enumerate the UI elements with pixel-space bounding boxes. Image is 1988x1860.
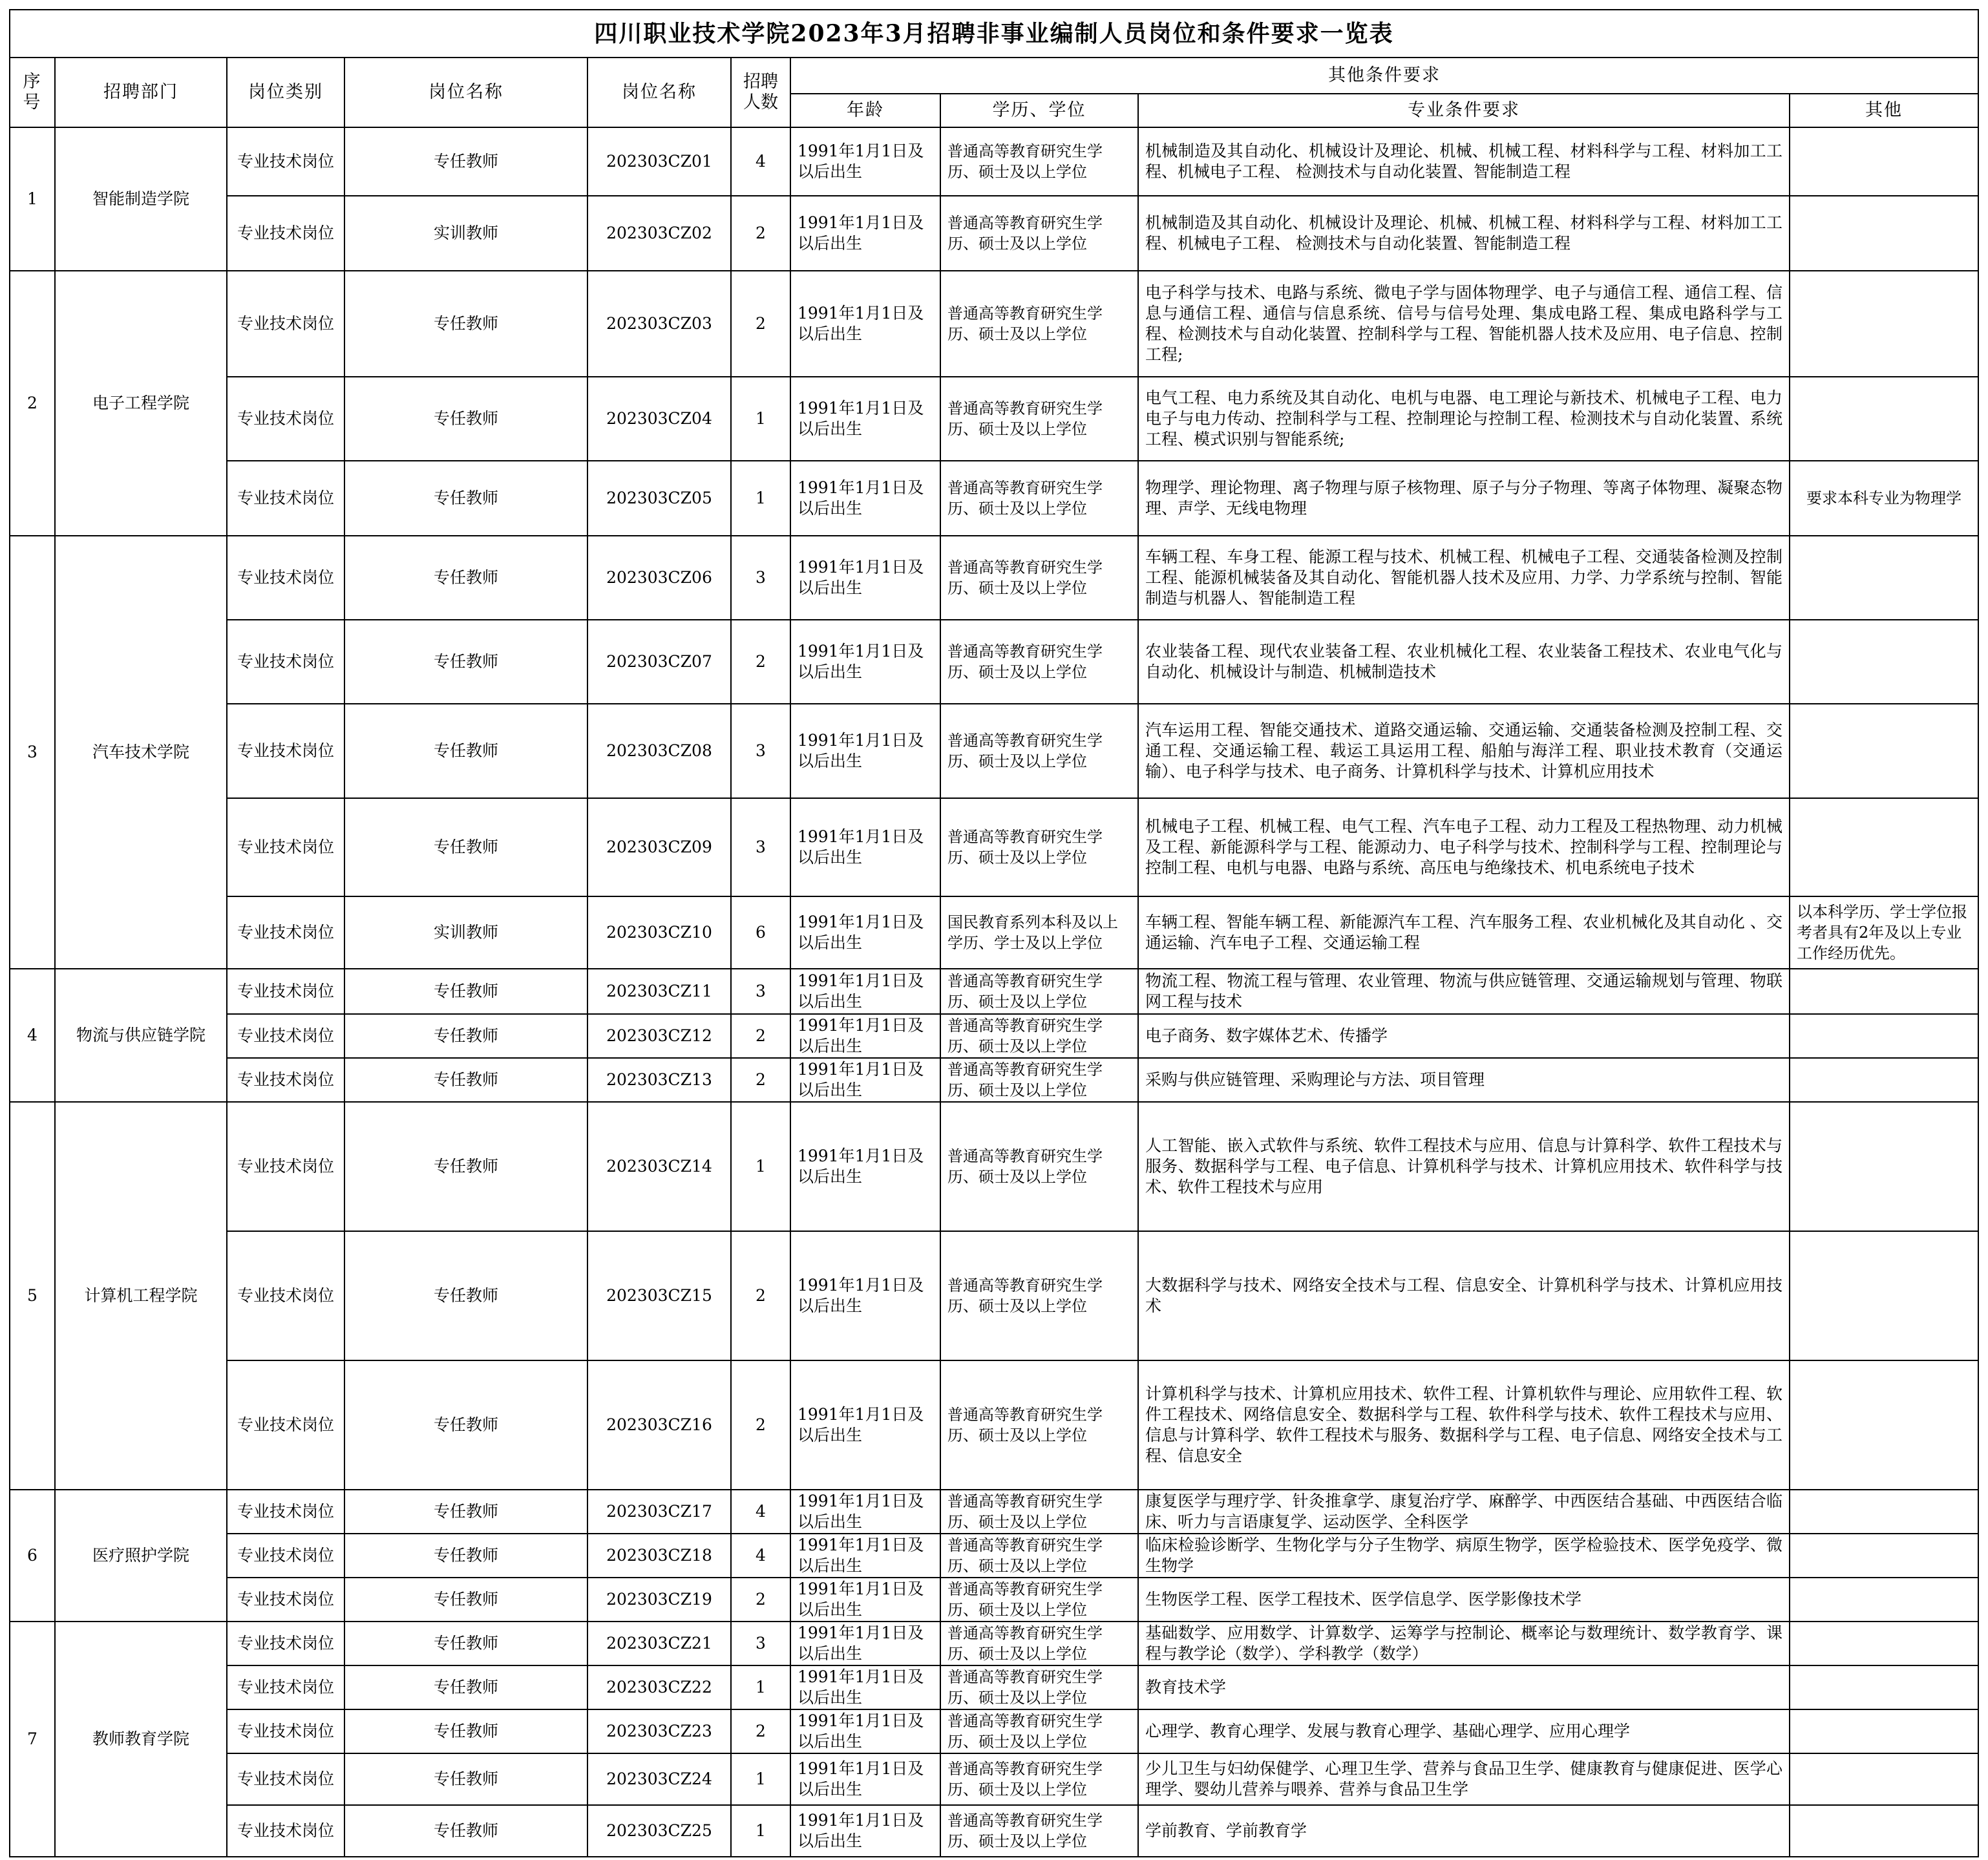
group-dept-cell: 教师教育学院 (55, 1622, 227, 1857)
education-cell: 普通高等教育研究生学历、硕士及以上学位 (940, 536, 1138, 620)
post-code-cell: 202303CZ25 (587, 1805, 731, 1857)
post-code-cell: 202303CZ17 (587, 1490, 731, 1534)
table-row (10, 1805, 1978, 1857)
table-row (10, 1490, 1978, 1534)
post-name-cell: 专任教师 (344, 1102, 587, 1231)
table-row (10, 620, 1978, 704)
header-count-line2: 人数 (743, 92, 778, 112)
category-cell: 专业技术岗位 (227, 1058, 344, 1102)
major-requirement-cell: 电子科学与技术、电路与系统、微电子学与固体物理学、电子与通信工程、通信工程、信息与通信工程、通信与信息系统、信号与信号处理、集成电路工程、集成电路科学与工程、检测技术与自动化装置、控制科学与工程、智能机器人技术及应用、电子信息、控制工程; (1138, 271, 1790, 377)
count-cell: 1 (731, 1805, 790, 1857)
education-cell: 普通高等教育研究生学历、硕士及以上学位 (940, 1058, 1138, 1102)
post-name-cell: 专任教师 (344, 1805, 587, 1857)
table-body (10, 127, 1978, 1857)
category-cell: 专业技术岗位 (227, 271, 344, 377)
age-cell: 1991年1月1日及以后出生 (790, 969, 940, 1014)
category-cell: 专业技术岗位 (227, 1578, 344, 1622)
table-row (10, 1231, 1978, 1360)
post-name-cell: 专任教师 (344, 1534, 587, 1578)
education-cell: 普通高等教育研究生学历、硕士及以上学位 (940, 1665, 1138, 1709)
education-cell: 普通高等教育研究生学历、硕士及以上学位 (940, 620, 1138, 704)
major-requirement-cell: 采购与供应链管理、采购理论与方法、项目管理 (1138, 1058, 1790, 1102)
age-cell: 1991年1月1日及以后出生 (790, 1360, 940, 1490)
age-cell: 1991年1月1日及以后出生 (790, 1709, 940, 1753)
other-cell (1790, 1622, 1978, 1665)
post-name-cell: 专任教师 (344, 1231, 587, 1360)
other-cell: 要求本科专业为物理学 (1790, 461, 1978, 536)
age-cell: 1991年1月1日及以后出生 (790, 1058, 940, 1102)
post-name-cell: 专任教师 (344, 1490, 587, 1534)
count-cell: 2 (731, 1578, 790, 1622)
major-requirement-cell: 车辆工程、智能车辆工程、新能源汽车工程、汽车服务工程、农业机械化及其自动化 、交通运输、汽车电子工程、交通运输工程 (1138, 896, 1790, 969)
post-code-cell: 202303CZ10 (587, 896, 731, 969)
post-name-cell: 专任教师 (344, 620, 587, 704)
count-cell: 1 (731, 461, 790, 536)
post-code-cell: 202303CZ07 (587, 620, 731, 704)
category-cell: 专业技术岗位 (227, 196, 344, 271)
major-requirement-cell: 机械制造及其自动化、机械设计及理论、机械、机械工程、材料科学与工程、材料加工工程、机械电子工程、 检测技术与自动化装置、智能制造工程 (1138, 127, 1790, 196)
major-requirement-cell: 大数据科学与技术、网络安全技术与工程、信息安全、计算机科学与技术、计算机应用技术 (1138, 1231, 1790, 1360)
major-requirement-cell: 物流工程、物流工程与管理、农业管理、物流与供应链管理、交通运输规划与管理、物联网工程与技术 (1138, 969, 1790, 1014)
age-cell: 1991年1月1日及以后出生 (790, 1665, 940, 1709)
other-cell (1790, 1102, 1978, 1231)
header-count (731, 58, 790, 127)
count-cell: 2 (731, 1014, 790, 1058)
other-cell (1790, 1490, 1978, 1534)
recruitment-table (9, 9, 1979, 1857)
education-cell: 普通高等教育研究生学历、硕士及以上学位 (940, 1102, 1138, 1231)
major-requirement-cell: 机械电子工程、机械工程、电气工程、汽车电子工程、动力工程及工程热物理、动力机械及工程、新能源科学与工程、能源动力、电子科学与技术、控制科学与工程、控制理论与控制工程、电机与电器、电路与系统、高压电与绝缘技术、机电系统电子技术 (1138, 798, 1790, 896)
post-code-cell: 202303CZ01 (587, 127, 731, 196)
education-cell: 普通高等教育研究生学历、硕士及以上学位 (940, 704, 1138, 798)
category-cell: 专业技术岗位 (227, 1622, 344, 1665)
table-row (10, 1753, 1978, 1805)
post-code-cell: 202303CZ13 (587, 1058, 731, 1102)
age-cell: 1991年1月1日及以后出生 (790, 1490, 940, 1534)
table-row (10, 1360, 1978, 1490)
age-cell: 1991年1月1日及以后出生 (790, 1102, 940, 1231)
major-requirement-cell: 基础数学、应用数学、计算数学、运筹学与控制论、概率论与数理统计、数学教育学、课程与教学论（数学）、学科教学（数学） (1138, 1622, 1790, 1665)
major-requirement-cell: 电气工程、电力系统及其自动化、电机与电器、电工理论与新技术、机械电子工程、电力电子与电力传动、控制科学与工程、控制理论与控制工程、检测技术与自动化装置、系统工程、模式识别与智能系统; (1138, 377, 1790, 461)
category-cell: 专业技术岗位 (227, 1665, 344, 1709)
education-cell: 普通高等教育研究生学历、硕士及以上学位 (940, 1709, 1138, 1753)
post-code-cell: 202303CZ08 (587, 704, 731, 798)
count-cell: 1 (731, 1665, 790, 1709)
education-cell: 普通高等教育研究生学历、硕士及以上学位 (940, 798, 1138, 896)
table-row (10, 1534, 1978, 1578)
group-seq-cell: 2 (10, 271, 55, 536)
major-requirement-cell: 生物医学工程、医学工程技术、医学信息学、医学影像技术学 (1138, 1578, 1790, 1622)
age-cell: 1991年1月1日及以后出生 (790, 461, 940, 536)
page-title: 四川职业技术学院2023年3月招聘非事业编制人员岗位和条件要求一览表 (10, 10, 1978, 58)
category-cell: 专业技术岗位 (227, 1805, 344, 1857)
major-requirement-cell: 康复医学与理疗学、针灸推拿学、康复治疗学、麻醉学、中西医结合基础、中西医结合临床、听力与言语康复学、运动医学、全科医学 (1138, 1490, 1790, 1534)
major-requirement-cell: 人工智能、嵌入式软件与系统、软件工程技术与应用、信息与计算科学、软件工程技术与服务、数据科学与工程、电子信息、计算机科学与技术、计算机应用技术、软件科学与技术、软件工程技术与应用 (1138, 1102, 1790, 1231)
header-row-1 (10, 58, 1978, 94)
group-seq-cell: 3 (10, 536, 55, 969)
count-cell: 1 (731, 1102, 790, 1231)
major-requirement-cell: 电子商务、数字媒体艺术、传播学 (1138, 1014, 1790, 1058)
other-cell (1790, 1709, 1978, 1753)
category-cell: 专业技术岗位 (227, 1360, 344, 1490)
post-name-cell: 专任教师 (344, 271, 587, 377)
category-cell: 专业技术岗位 (227, 536, 344, 620)
post-name-cell: 实训教师 (344, 196, 587, 271)
major-requirement-cell: 心理学、教育心理学、发展与教育心理学、基础心理学、应用心理学 (1138, 1709, 1790, 1753)
post-code-cell: 202303CZ11 (587, 969, 731, 1014)
other-cell (1790, 1231, 1978, 1360)
count-cell: 3 (731, 798, 790, 896)
post-code-cell: 202303CZ09 (587, 798, 731, 896)
table-row (10, 704, 1978, 798)
post-name-cell: 专任教师 (344, 377, 587, 461)
age-cell: 1991年1月1日及以后出生 (790, 377, 940, 461)
other-cell (1790, 704, 1978, 798)
post-code-cell: 202303CZ24 (587, 1753, 731, 1805)
education-cell: 普通高等教育研究生学历、硕士及以上学位 (940, 1534, 1138, 1578)
category-cell: 专业技术岗位 (227, 127, 344, 196)
header-count-line1: 招聘 (743, 72, 778, 92)
other-cell (1790, 1058, 1978, 1102)
education-cell: 普通高等教育研究生学历、硕士及以上学位 (940, 127, 1138, 196)
category-cell: 专业技术岗位 (227, 704, 344, 798)
count-cell: 6 (731, 896, 790, 969)
table-row (10, 461, 1978, 536)
table-row (10, 1102, 1978, 1231)
table-row (10, 1058, 1978, 1102)
post-code-cell: 202303CZ05 (587, 461, 731, 536)
table-row (10, 377, 1978, 461)
other-cell (1790, 1805, 1978, 1857)
age-cell: 1991年1月1日及以后出生 (790, 896, 940, 969)
table-row (10, 271, 1978, 377)
count-cell: 4 (731, 127, 790, 196)
count-cell: 2 (731, 1709, 790, 1753)
category-cell: 专业技术岗位 (227, 1102, 344, 1231)
group-dept-cell: 汽车技术学院 (55, 536, 227, 969)
other-cell (1790, 377, 1978, 461)
category-cell: 专业技术岗位 (227, 1709, 344, 1753)
post-name-cell: 专任教师 (344, 1014, 587, 1058)
category-cell: 专业技术岗位 (227, 377, 344, 461)
education-cell: 普通高等教育研究生学历、硕士及以上学位 (940, 1014, 1138, 1058)
major-requirement-cell: 少儿卫生与妇幼保健学、心理卫生学、营养与食品卫生学、健康教育与健康促进、医学心理学、婴幼儿营养与喂养、营养与食品卫生学 (1138, 1753, 1790, 1805)
post-code-cell: 202303CZ19 (587, 1578, 731, 1622)
age-cell: 1991年1月1日及以后出生 (790, 1231, 940, 1360)
header-post-code: 岗位名称 (587, 58, 731, 127)
other-cell (1790, 536, 1978, 620)
post-code-cell: 202303CZ14 (587, 1102, 731, 1231)
table-row (10, 1622, 1978, 1665)
post-code-cell: 202303CZ12 (587, 1014, 731, 1058)
other-cell: 以本科学历、学士学位报考者具有2年及以上专业工作经历优先。 (1790, 896, 1978, 969)
other-cell (1790, 271, 1978, 377)
table-row (10, 536, 1978, 620)
count-cell: 3 (731, 704, 790, 798)
age-cell: 1991年1月1日及以后出生 (790, 1805, 940, 1857)
education-cell: 普通高等教育研究生学历、硕士及以上学位 (940, 1805, 1138, 1857)
other-cell (1790, 1014, 1978, 1058)
category-cell: 专业技术岗位 (227, 1753, 344, 1805)
table-row (10, 798, 1978, 896)
post-code-cell: 202303CZ22 (587, 1665, 731, 1709)
header-education: 学历、学位 (940, 94, 1138, 127)
category-cell: 专业技术岗位 (227, 620, 344, 704)
major-requirement-cell: 农业装备工程、现代农业装备工程、农业机械化工程、农业装备工程技术、农业电气化与自动化、机械设计与制造、机械制造技术 (1138, 620, 1790, 704)
major-requirement-cell: 车辆工程、车身工程、能源工程与技术、机械工程、机械电子工程、交通装备检测及控制工程、能源机械装备及其自动化、智能机器人技术及应用、力学、力学系统与控制、智能制造与机器人、智能制造工程 (1138, 536, 1790, 620)
table-row (10, 1014, 1978, 1058)
category-cell: 专业技术岗位 (227, 1231, 344, 1360)
group-seq-cell: 1 (10, 127, 55, 271)
age-cell: 1991年1月1日及以后出生 (790, 798, 940, 896)
category-cell: 专业技术岗位 (227, 1014, 344, 1058)
category-cell: 专业技术岗位 (227, 461, 344, 536)
post-name-cell: 专任教师 (344, 1058, 587, 1102)
age-cell: 1991年1月1日及以后出生 (790, 271, 940, 377)
category-cell: 专业技术岗位 (227, 1490, 344, 1534)
count-cell: 3 (731, 1622, 790, 1665)
group-dept-cell: 智能制造学院 (55, 127, 227, 271)
table-row (10, 196, 1978, 271)
education-cell: 普通高等教育研究生学历、硕士及以上学位 (940, 377, 1138, 461)
count-cell: 1 (731, 1753, 790, 1805)
post-code-cell: 202303CZ03 (587, 271, 731, 377)
post-code-cell: 202303CZ23 (587, 1709, 731, 1753)
education-cell: 普通高等教育研究生学历、硕士及以上学位 (940, 1578, 1138, 1622)
header-dept: 招聘部门 (55, 58, 227, 127)
major-requirement-cell: 计算机科学与技术、计算机应用技术、软件工程、计算机软件与理论、应用软件工程、软件工程技术、网络信息安全、数据科学与工程、软件科学与技术、软件工程技术与应用、信息与计算科学、软件工程技术与服务、数据科学与工程、电子信息、网络安全技术与工程、信息安全 (1138, 1360, 1790, 1490)
age-cell: 1991年1月1日及以后出生 (790, 1578, 940, 1622)
education-cell: 普通高等教育研究生学历、硕士及以上学位 (940, 196, 1138, 271)
table-row (10, 969, 1978, 1014)
other-cell (1790, 1753, 1978, 1805)
post-name-cell: 专任教师 (344, 127, 587, 196)
post-code-cell: 202303CZ04 (587, 377, 731, 461)
post-code-cell: 202303CZ02 (587, 196, 731, 271)
age-cell: 1991年1月1日及以后出生 (790, 127, 940, 196)
post-name-cell: 专任教师 (344, 461, 587, 536)
major-requirement-cell: 临床检验诊断学、生物化学与分子生物学、病原生物学，医学检验技术、医学免疫学、微生物学 (1138, 1534, 1790, 1578)
group-dept-cell: 计算机工程学院 (55, 1102, 227, 1490)
count-cell: 3 (731, 536, 790, 620)
other-cell (1790, 1578, 1978, 1622)
group-dept-cell: 物流与供应链学院 (55, 969, 227, 1102)
category-cell: 专业技术岗位 (227, 798, 344, 896)
education-cell: 普通高等教育研究生学历、硕士及以上学位 (940, 461, 1138, 536)
other-cell (1790, 1665, 1978, 1709)
age-cell: 1991年1月1日及以后出生 (790, 536, 940, 620)
age-cell: 1991年1月1日及以后出生 (790, 1534, 940, 1578)
table-row (10, 1709, 1978, 1753)
count-cell: 2 (731, 620, 790, 704)
count-cell: 4 (731, 1534, 790, 1578)
age-cell: 1991年1月1日及以后出生 (790, 196, 940, 271)
education-cell: 普通高等教育研究生学历、硕士及以上学位 (940, 1490, 1138, 1534)
age-cell: 1991年1月1日及以后出生 (790, 1622, 940, 1665)
group-seq-cell: 5 (10, 1102, 55, 1490)
post-name-cell: 专任教师 (344, 1622, 587, 1665)
category-cell: 专业技术岗位 (227, 969, 344, 1014)
table-row (10, 127, 1978, 196)
title-row (10, 10, 1978, 58)
post-code-cell: 202303CZ21 (587, 1622, 731, 1665)
count-cell: 2 (731, 1058, 790, 1102)
table-row (10, 1665, 1978, 1709)
post-name-cell: 专任教师 (344, 704, 587, 798)
count-cell: 4 (731, 1490, 790, 1534)
header-other-conditions: 其他条件要求 (790, 58, 1978, 94)
count-cell: 2 (731, 1360, 790, 1490)
other-cell (1790, 620, 1978, 704)
major-requirement-cell: 学前教育、学前教育学 (1138, 1805, 1790, 1857)
post-name-cell: 专任教师 (344, 1578, 587, 1622)
education-cell: 普通高等教育研究生学历、硕士及以上学位 (940, 1622, 1138, 1665)
count-cell: 1 (731, 377, 790, 461)
group-seq-cell: 6 (10, 1490, 55, 1622)
recruitment-sheet (9, 9, 1978, 1857)
post-name-cell: 专任教师 (344, 1665, 587, 1709)
major-requirement-cell: 汽车运用工程、智能交通技术、道路交通运输、交通运输、交通装备检测及控制工程、交通工程、交通运输工程、载运工具运用工程、船舶与海洋工程、职业技术教育（交通运输）、电子科学与技术、电子商务、计算机科学与技术、计算机应用技术 (1138, 704, 1790, 798)
header-major: 专业条件要求 (1138, 94, 1790, 127)
table-row (10, 1578, 1978, 1622)
age-cell: 1991年1月1日及以后出生 (790, 1014, 940, 1058)
major-requirement-cell: 物理学、理论物理、离子物理与原子核物理、原子与分子物理、等离子体物理、凝聚态物理、声学、无线电物理 (1138, 461, 1790, 536)
header-category: 岗位类别 (227, 58, 344, 127)
post-code-cell: 202303CZ15 (587, 1231, 731, 1360)
other-cell (1790, 196, 1978, 271)
post-name-cell: 专任教师 (344, 536, 587, 620)
post-name-cell: 实训教师 (344, 896, 587, 969)
post-name-cell: 专任教师 (344, 1753, 587, 1805)
header-other: 其他 (1790, 94, 1978, 127)
education-cell: 普通高等教育研究生学历、硕士及以上学位 (940, 1360, 1138, 1490)
age-cell: 1991年1月1日及以后出生 (790, 1753, 940, 1805)
group-dept-cell: 医疗照护学院 (55, 1490, 227, 1622)
category-cell: 专业技术岗位 (227, 896, 344, 969)
other-cell (1790, 969, 1978, 1014)
post-code-cell: 202303CZ18 (587, 1534, 731, 1578)
header-seq: 序号 (10, 58, 55, 127)
education-cell: 普通高等教育研究生学历、硕士及以上学位 (940, 271, 1138, 377)
count-cell: 2 (731, 196, 790, 271)
group-seq-cell: 4 (10, 969, 55, 1102)
education-cell: 普通高等教育研究生学历、硕士及以上学位 (940, 969, 1138, 1014)
count-cell: 2 (731, 1231, 790, 1360)
age-cell: 1991年1月1日及以后出生 (790, 704, 940, 798)
major-requirement-cell: 教育技术学 (1138, 1665, 1790, 1709)
category-cell: 专业技术岗位 (227, 1534, 344, 1578)
other-cell (1790, 127, 1978, 196)
post-code-cell: 202303CZ06 (587, 536, 731, 620)
post-code-cell: 202303CZ16 (587, 1360, 731, 1490)
education-cell: 普通高等教育研究生学历、硕士及以上学位 (940, 1231, 1138, 1360)
education-cell: 普通高等教育研究生学历、硕士及以上学位 (940, 1753, 1138, 1805)
count-cell: 3 (731, 969, 790, 1014)
count-cell: 2 (731, 271, 790, 377)
other-cell (1790, 1534, 1978, 1578)
header-post-name: 岗位名称 (344, 58, 587, 127)
header-age: 年龄 (790, 94, 940, 127)
other-cell (1790, 798, 1978, 896)
major-requirement-cell: 机械制造及其自动化、机械设计及理论、机械、机械工程、材料科学与工程、材料加工工程、机械电子工程、 检测技术与自动化装置、智能制造工程 (1138, 196, 1790, 271)
education-cell: 国民教育系列本科及以上学历、学士及以上学位 (940, 896, 1138, 969)
age-cell: 1991年1月1日及以后出生 (790, 620, 940, 704)
table-row (10, 896, 1978, 969)
post-name-cell: 专任教师 (344, 1709, 587, 1753)
group-seq-cell: 7 (10, 1622, 55, 1857)
post-name-cell: 专任教师 (344, 798, 587, 896)
group-dept-cell: 电子工程学院 (55, 271, 227, 536)
post-name-cell: 专任教师 (344, 969, 587, 1014)
post-name-cell: 专任教师 (344, 1360, 587, 1490)
other-cell (1790, 1360, 1978, 1490)
